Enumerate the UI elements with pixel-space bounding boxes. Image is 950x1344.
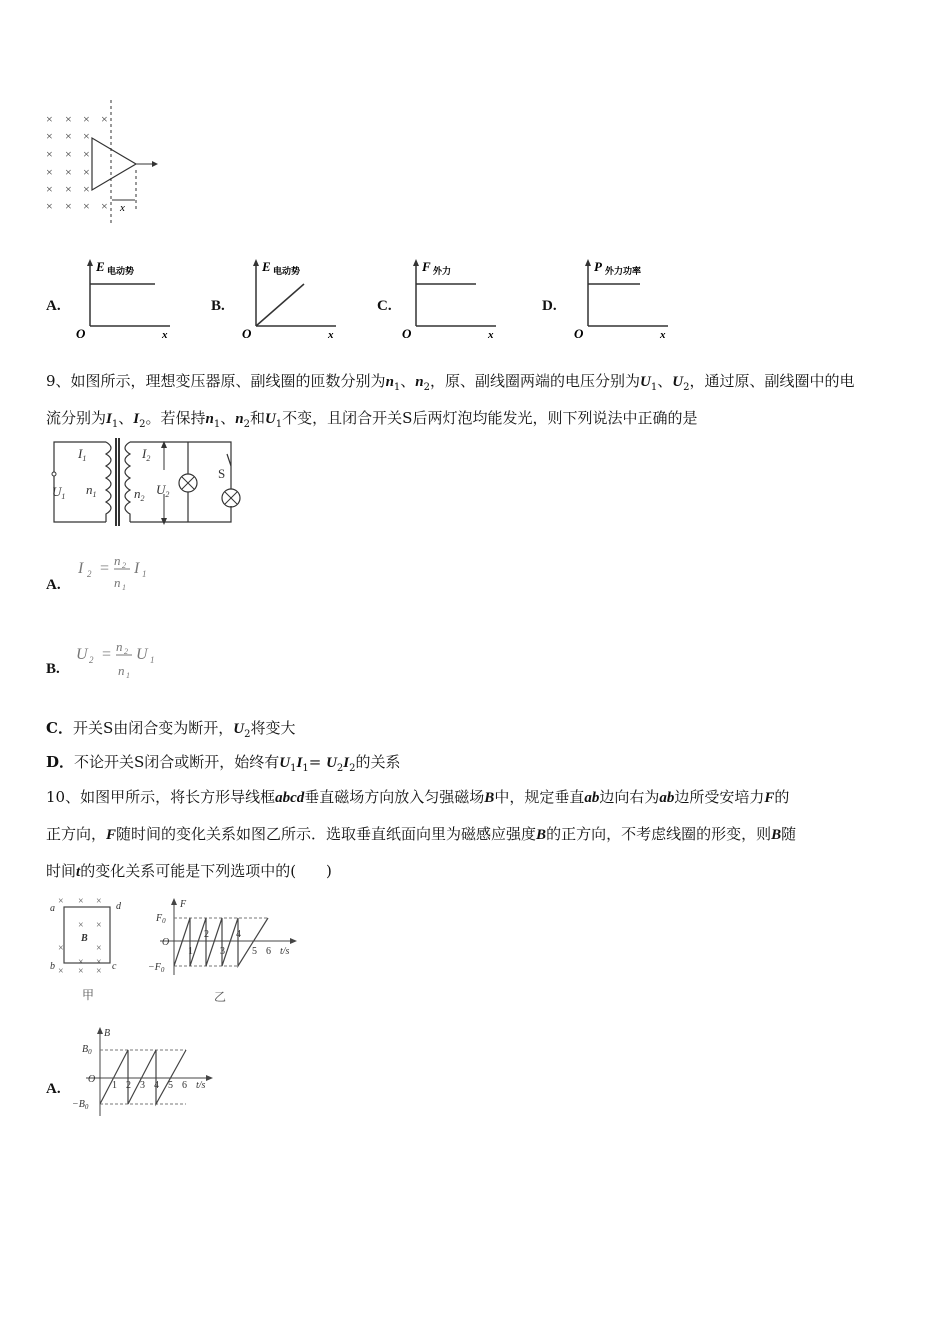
svg-text:电动势: 电动势	[107, 266, 135, 276]
svg-text:×: ×	[83, 165, 90, 179]
svg-text:n2: $n_2$	[134, 486, 145, 503]
svg-text:−B0: $-B_0$	[72, 1099, 89, 1111]
svg-text:×: ×	[65, 199, 72, 213]
svg-text:6: 6	[182, 1080, 187, 1091]
svg-text:×: ×	[83, 147, 90, 161]
svg-text:b: b	[50, 961, 55, 972]
svg-text:2: 2	[122, 561, 126, 570]
svg-text:×: ×	[96, 920, 102, 931]
q9-option-b[interactable]: B.	[46, 661, 60, 677]
svg-text:×: ×	[58, 966, 64, 977]
svg-text:×: ×	[46, 112, 53, 126]
svg-text:n: n	[114, 575, 121, 590]
svg-text:2: 2	[204, 929, 209, 940]
q8-option-d[interactable]: D.	[542, 298, 557, 314]
field-crosses	[46, 112, 108, 213]
svg-text:U: U	[136, 646, 148, 663]
fig-yi-label: 乙	[214, 990, 227, 1004]
svg-text:5: 5	[168, 1080, 173, 1091]
q8-option-a[interactable]: A.	[46, 298, 61, 314]
q8-graph-c	[396, 256, 506, 340]
svg-text:x: x	[660, 329, 666, 340]
svg-text:2: 2	[89, 655, 94, 665]
svg-text:n1: $n_1$	[86, 482, 97, 499]
svg-text:×: ×	[83, 129, 90, 143]
svg-text:×: ×	[96, 896, 102, 907]
q8-option-b[interactable]: B.	[211, 298, 225, 314]
svg-text:x: x	[488, 329, 494, 340]
svg-text:1: 1	[142, 569, 147, 579]
svg-text:a: a	[50, 903, 55, 914]
svg-text:B0: $B_0$	[82, 1044, 92, 1056]
svg-text:×: ×	[65, 129, 72, 143]
svg-text:×: ×	[78, 957, 84, 968]
q8-field-figure	[40, 98, 170, 228]
q10-figure-jia	[46, 895, 130, 1007]
svg-text:外力功率: 外力功率	[605, 266, 642, 276]
svg-text:4: 4	[236, 929, 241, 940]
svg-text:t/s: t/s	[280, 946, 290, 957]
svg-text:×: ×	[83, 112, 90, 126]
svg-text:t/s: t/s	[196, 1080, 206, 1091]
velocity-arrow-icon	[152, 161, 158, 167]
svg-text:×: ×	[83, 182, 90, 196]
q8-graph-a	[70, 256, 180, 340]
svg-text:O: O	[242, 326, 252, 340]
svg-text:×: ×	[101, 112, 108, 126]
svg-text:O: O	[574, 326, 584, 340]
svg-text:外力: 外力	[433, 266, 452, 276]
q8-graph-b	[236, 256, 346, 340]
svg-text:×: ×	[46, 182, 53, 196]
graph-b-line	[256, 284, 304, 326]
q10-line-3: 时间t的变化关系可能是下列选项中的( )	[46, 862, 332, 880]
svg-text:×: ×	[46, 165, 53, 179]
triangle-loop	[92, 138, 136, 190]
svg-text:B: B	[81, 933, 88, 944]
svg-text:E: E	[262, 259, 271, 274]
svg-text:×: ×	[46, 199, 53, 213]
b-field-curve	[100, 1050, 186, 1104]
svg-text:×: ×	[65, 147, 72, 161]
q9-number: 9、	[46, 372, 71, 390]
svg-text:c: c	[112, 961, 117, 972]
svg-text:U: U	[76, 646, 88, 663]
svg-text:3: 3	[140, 1080, 145, 1091]
q10-line-1: 10、如图甲所示，将长方形导线框abcd垂直磁场方向放入匀强磁场B中，规定垂直ab边向右为ab边所受安培力F的	[46, 788, 790, 806]
svg-text:F0: $F_0$	[156, 913, 166, 925]
q10-figure-yi	[146, 895, 306, 1007]
svg-text:n: n	[116, 639, 123, 654]
svg-text:U2: $U_2$	[156, 482, 170, 499]
svg-text:1: 1	[122, 583, 126, 592]
svg-text:x: x	[328, 329, 334, 340]
fig-jia-label: 甲	[82, 988, 95, 1002]
q9-option-c[interactable]: C．开关S由闭合变为断开，$U_2$将变大	[46, 719, 296, 740]
q9-line-2: 流分别为$I_1$、$I_2$。若保持$n_1$、$n_2$和$U_1$不变，且闭合开关S后两灯泡均能发光，则下列说法中正确的是	[46, 409, 698, 430]
svg-text:×: ×	[78, 896, 84, 907]
svg-text:5: 5	[252, 946, 257, 957]
svg-text:1: 1	[112, 1080, 117, 1091]
svg-text:×: ×	[96, 957, 102, 968]
svg-text:×: ×	[65, 165, 72, 179]
svg-text:×: ×	[58, 896, 64, 907]
svg-text:×: ×	[78, 966, 84, 977]
svg-text:F: F	[422, 259, 431, 274]
primary-coil	[106, 442, 111, 522]
svg-text:O: O	[162, 937, 170, 948]
q10-option-a[interactable]: A.	[46, 1081, 61, 1097]
q9-transformer-circuit	[46, 436, 256, 528]
svg-text:×: ×	[96, 966, 102, 977]
q8-graph-d	[568, 256, 678, 340]
svg-text:电动势: 电动势	[273, 266, 301, 276]
svg-text:F: F	[180, 899, 187, 910]
svg-text:1: 1	[188, 946, 193, 957]
svg-text:=: =	[102, 646, 112, 663]
q9-line-1: 9、如图所示，理想变压器原、副线圈的匝数分别为$n_1$、$n_2$，原、副线圈两端的电压分别为$U_1$、$U_2$，通过原、副线圈中的电	[46, 372, 855, 393]
q8-option-c[interactable]: C.	[377, 298, 392, 314]
svg-text:I2: $I_2$	[142, 446, 151, 463]
svg-text:U1: $U_1$	[52, 484, 66, 501]
svg-text:1: 1	[150, 655, 155, 665]
svg-text:1: 1	[126, 671, 130, 680]
svg-text:−F0: $-F_0$	[148, 962, 165, 974]
svg-text:I1: $I_1$	[78, 446, 87, 463]
svg-text:E: E	[96, 259, 105, 274]
svg-text:6: 6	[266, 946, 271, 957]
svg-text:×: ×	[58, 943, 64, 954]
q9-formula-a	[74, 548, 164, 596]
svg-text:x: x	[162, 329, 168, 340]
q10-number: 10、	[46, 788, 81, 806]
svg-text:n: n	[114, 553, 121, 568]
q10-line-2: 正方向，F随时间的变化关系如图乙所示．选取垂直纸面向里为磁感应强度B的正方向，不考虑线圈的形变，则B随	[46, 825, 797, 843]
svg-text:×: ×	[46, 147, 53, 161]
svg-text:n: n	[118, 663, 125, 678]
svg-text:I: I	[78, 560, 84, 577]
svg-text:=: =	[100, 560, 110, 577]
svg-text:2: 2	[124, 647, 128, 656]
svg-text:I: I	[134, 560, 140, 577]
q10-option-a-graph	[70, 1024, 220, 1120]
svg-text:d: d	[116, 901, 121, 912]
svg-text:2: 2	[126, 1080, 131, 1091]
svg-text:×: ×	[65, 112, 72, 126]
svg-text:O: O	[76, 326, 86, 340]
svg-text:×: ×	[46, 129, 53, 143]
q9-option-a[interactable]: A.	[46, 577, 61, 593]
svg-text:O: O	[88, 1074, 96, 1085]
svg-text:4: 4	[154, 1080, 159, 1091]
svg-text:S: S	[218, 466, 226, 481]
x-label: x	[120, 202, 125, 214]
q9-option-d[interactable]: D．不论开关S闭合或断开，始终有$U_1I_1= U_2I_2$的关系	[46, 753, 401, 774]
svg-text:×: ×	[78, 920, 84, 931]
q9-formula-b	[74, 634, 174, 682]
svg-text:×: ×	[101, 199, 108, 213]
svg-text:O: O	[402, 326, 412, 340]
svg-text:3: 3	[220, 946, 225, 957]
force-curve	[174, 918, 268, 966]
svg-text:×: ×	[83, 199, 90, 213]
svg-text:2: 2	[87, 569, 92, 579]
svg-text:P: P	[594, 259, 602, 274]
svg-text:×: ×	[65, 182, 72, 196]
secondary-coil	[125, 442, 130, 522]
svg-text:×: ×	[96, 943, 102, 954]
svg-text:B: B	[104, 1028, 111, 1039]
